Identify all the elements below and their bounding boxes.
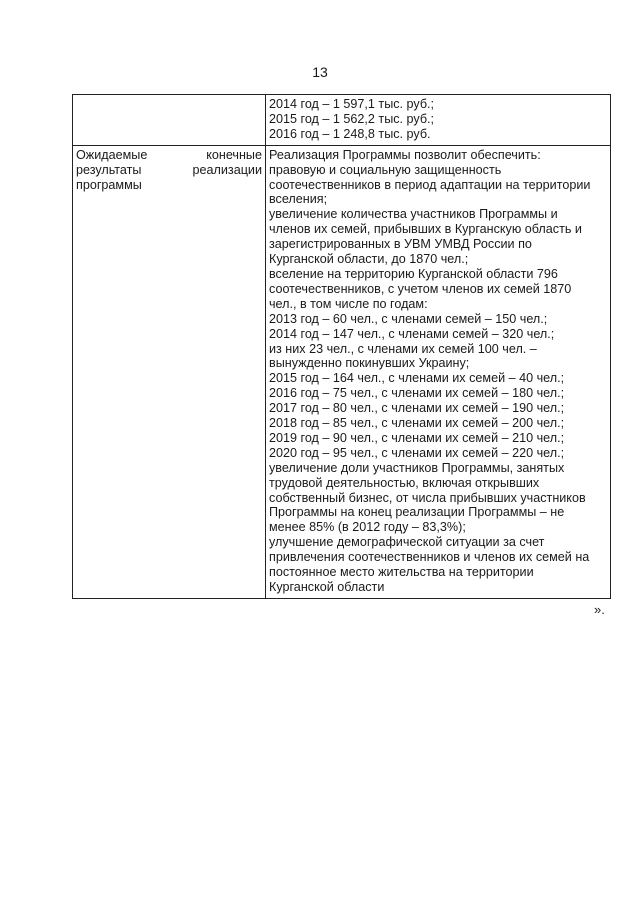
- result-line: соотечественников в период адаптации на территории: [269, 177, 591, 192]
- result-line: вселения;: [269, 192, 328, 207]
- result-line: постоянное место жительства на территории: [269, 565, 534, 580]
- row2-left-cell: [73, 145, 266, 598]
- page-number: 13: [312, 64, 328, 80]
- result-line: увеличение количества участников Программы и: [269, 207, 558, 222]
- funding-line: 2015 год – 1 562,2 тыс. руб.;: [269, 111, 435, 126]
- row1-left-cell: [73, 95, 266, 146]
- result-line: трудовой деятельностью, включая открывших: [269, 475, 540, 490]
- result-line: Реализация Программы позволит обеспечить:: [269, 147, 541, 162]
- result-line: зарегистрированных в УВМ УМВД России по: [269, 237, 532, 252]
- result-line: 2019 год – 90 чел., с членами их семей – 210 чел.;: [269, 430, 565, 445]
- closing-quote-mark: ».: [594, 602, 605, 617]
- criteria-label-line: результаты реализации: [76, 162, 262, 177]
- row1-right-cell: [266, 95, 611, 146]
- result-line: вынужденно покинувших Украину;: [269, 356, 470, 371]
- result-line: членов их семей, прибывших в Курганскую область и: [269, 222, 582, 237]
- result-line: менее 85% (в 2012 году – 83,3%);: [269, 520, 466, 535]
- criteria-label-line: программы: [76, 177, 142, 192]
- result-line: привлечения соотечественников и членов их семей на: [269, 550, 590, 565]
- result-line: собственный бизнес, от числа прибывших участников: [269, 490, 586, 505]
- result-line: чел., в том числе по годам:: [269, 296, 428, 311]
- funding-line: 2016 год – 1 248,8 тыс. руб.: [269, 126, 431, 141]
- result-line: 2017 год – 80 чел., с членами их семей – 190 чел.;: [269, 401, 565, 416]
- result-line: увеличение доли участников Программы, занятых: [269, 460, 565, 475]
- result-line: из них 23 чел., с членами их семей 100 чел. –: [269, 341, 537, 356]
- result-line: улучшение демографической ситуации за счет: [269, 535, 545, 550]
- result-line: 2015 год – 164 чел., с членами их семей – 40 чел.;: [269, 371, 565, 386]
- result-line: правовую и социальную защищенность: [269, 162, 502, 177]
- result-line: 2020 год – 95 чел., с членами их семей – 220 чел.;: [269, 445, 565, 460]
- result-line: Программы на конец реализации Программы – не: [269, 505, 565, 520]
- result-line: Курганской области, до 1870 чел.;: [269, 252, 469, 267]
- program-table: [72, 94, 611, 599]
- result-line: 2018 год – 85 чел., с членами их семей – 200 чел.;: [269, 416, 565, 431]
- result-line: Курганской области: [269, 580, 385, 594]
- criteria-label-line: Ожидаемые конечные: [76, 147, 262, 162]
- result-line: 2013 год – 60 чел., с членами семей – 150 чел.;: [269, 311, 548, 326]
- result-line: соотечественников, с учетом членов их семей 1870: [269, 281, 572, 296]
- result-line: 2014 год – 147 чел., с членами семей – 320 чел.;: [269, 326, 555, 341]
- row2-right-cell: [266, 145, 611, 598]
- result-line: вселение на территорию Курганской области 796: [269, 266, 558, 281]
- result-line: 2016 год – 75 чел., с членами их семей – 180 чел.;: [269, 386, 565, 401]
- table-row-expected-results: [73, 145, 611, 598]
- funding-line: 2014 год – 1 597,1 тыс. руб.;: [269, 97, 435, 111]
- table-row-funding: [73, 95, 611, 146]
